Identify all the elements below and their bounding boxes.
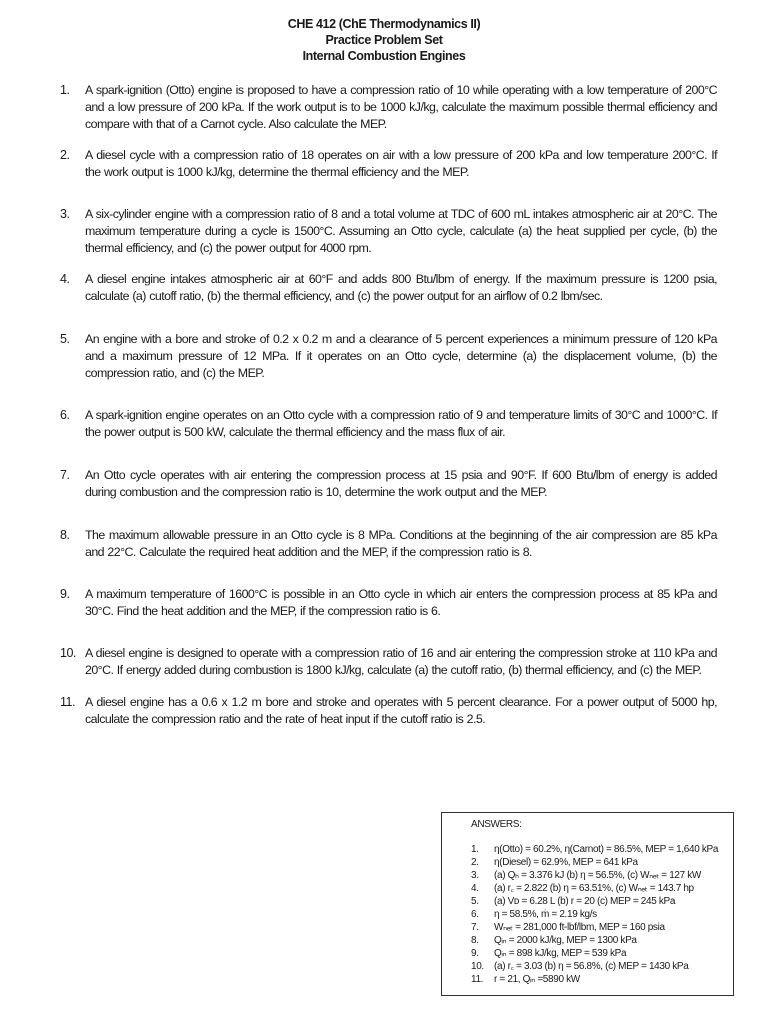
problem-text: A diesel engine has a 0.6 x 1.2 m bore and stroke and operates with 5 percent clearance. For a power output of 5000 hp, calculate the compression ratio and the rate of heat input if the cutoff ratio is 2.5. bbox=[85, 695, 717, 726]
problem-number: 9. bbox=[60, 587, 70, 601]
answer-text: (a) Qₕ = 3.376 kJ (b) η = 56.5%, (c) Wₙₑₜ = 127 kW bbox=[494, 870, 701, 881]
answer-number: 6. bbox=[471, 909, 479, 920]
answer-number: 1. bbox=[471, 844, 479, 855]
problem-text: A spark-ignition engine operates on an Otto cycle with a compression ratio of 9 and temperature limits of 30°C and 1000°C. If the power output is 500 kW, calculate the thermal efficiency and the mass flux of air. bbox=[85, 408, 717, 439]
answer-number: 4. bbox=[471, 883, 479, 894]
answer-number: 2. bbox=[471, 857, 479, 868]
answer-number: 10. bbox=[471, 961, 484, 972]
problem-text: A six-cylinder engine with a compression ratio of 8 and a total volume at TDC of 600 mL intakes atmospheric air at 20°C. The maximum temperature during a cycle is 1500°C. Assuming an Otto cycle, calculate (a) the heat supplied per cycle, (b) the thermal efficiency, and (c) the power output for 4000 rpm. bbox=[85, 207, 717, 255]
problem-number: 1. bbox=[60, 83, 70, 97]
problem-number: 2. bbox=[60, 148, 70, 162]
answer-text: η = 58.5%, ṁ = 2.19 kg/s bbox=[494, 909, 597, 920]
problem-number: 6. bbox=[60, 408, 70, 422]
problem-text: A diesel cycle with a compression ratio of 18 operates on air with a low pressure of 200 kPa and low temperature 200°C. If the work output is 1000 kJ/kg, determine the thermal efficiency and the MEP. bbox=[85, 148, 717, 179]
answer-text: Qᵢₙ = 898 kJ/kg, MEP = 539 kPa bbox=[494, 948, 627, 959]
answer-text: Qᵢₙ = 2000 kJ/kg, MEP = 1300 kPa bbox=[494, 935, 637, 946]
problem-number: 10. bbox=[60, 646, 76, 660]
answer-number: 9. bbox=[471, 948, 479, 959]
problem-number: 8. bbox=[60, 528, 70, 542]
answer-number: 8. bbox=[471, 935, 479, 946]
problem-text: An Otto cycle operates with air entering the compression process at 15 psia and 90°F. If 600 Btu/lbm of energy is added during combustion and the compression ratio is 10, determine the work output and the MEP. bbox=[85, 468, 717, 499]
answer-text: η(Otto) = 60.2%, η(Carnot) = 86.5%, MEP = 1,640 kPa bbox=[494, 844, 719, 855]
problem-number: 3. bbox=[60, 207, 70, 221]
answers-title: ANSWERS: bbox=[471, 819, 522, 830]
answers-box bbox=[441, 812, 734, 996]
problem-number: 11. bbox=[60, 695, 75, 709]
problem-text: A spark-ignition (Otto) engine is proposed to have a compression ratio of 10 while operating with a low temperature of 200°C and a low pressure of 200 kPa. If the work output is to be 1000 kJ/kg, calculate the maximum possible thermal efficiency and compare with that of a Carnot cycle. Also calculate the MEP. bbox=[85, 83, 717, 131]
answer-number: 3. bbox=[471, 870, 479, 881]
answer-text: (a) r꜀ = 2.822 (b) η = 63.51%, (c) Wₙₑₜ = 143.7 hp bbox=[494, 883, 694, 894]
answer-text: η(Diesel) = 62.9%, MEP = 641 kPa bbox=[494, 857, 638, 868]
answer-text: r = 21, Qᵢₙ =5890 kW bbox=[494, 974, 580, 985]
answer-number: 5. bbox=[471, 896, 479, 907]
answer-text: (a) Vᴅ = 6.28 L (b) r = 20 (c) MEP = 245 kPa bbox=[494, 896, 676, 907]
set-title: Practice Problem Set bbox=[325, 33, 443, 47]
problem-number: 7. bbox=[60, 468, 70, 482]
topic-title: Internal Combustion Engines bbox=[302, 49, 466, 63]
answer-number: 11. bbox=[471, 974, 484, 985]
problem-text: The maximum allowable pressure in an Otto cycle is 8 MPa. Conditions at the beginning of the air compression are 85 kPa and 22°C. Calculate the required heat addition and the MEP, if the compression ratio is 8. bbox=[85, 528, 717, 559]
course-title: CHE 412 (ChE Thermodynamics II) bbox=[287, 17, 481, 31]
problem-text: A diesel engine is designed to operate with a compression ratio of 16 and air entering the compression stroke at 110 kPa and 20°C. If energy added during combustion is 1800 kJ/kg, calculate (a) the cutoff ratio, (b) thermal efficiency, and (c) the MEP. bbox=[85, 646, 717, 677]
answer-text: Wₙₑₜ = 281,000 ft-lbf/lbm, MEP = 160 psia bbox=[494, 922, 665, 933]
problem-number: 4. bbox=[60, 272, 70, 286]
problem-number: 5. bbox=[60, 332, 70, 346]
answer-number: 7. bbox=[471, 922, 479, 933]
problem-text: A maximum temperature of 1600°C is possible in an Otto cycle in which air enters the compression process at 85 kPa and 30°C. Find the heat addition and the MEP, if the compression ratio is 6. bbox=[85, 587, 717, 618]
answer-text: (a) r꜀ = 3.03 (b) η = 56.8%, (c) MEP = 1430 kPa bbox=[494, 961, 689, 972]
document-header bbox=[0, 16, 768, 64]
problem-text: An engine with a bore and stroke of 0.2 x 0.2 m and a clearance of 5 percent experiences a minimum pressure of 120 kPa and a maximum pressure of 12 MPa. If it operates on an Otto cycle, determine (a) the displacement volume, (b) the compression ratio, and (c) the MEP. bbox=[85, 332, 717, 380]
problem-text: A diesel engine intakes atmospheric air at 60°F and adds 800 Btu/lbm of energy. If the maximum pressure is 1200 psia, calculate (a) cutoff ratio, (b) the thermal efficiency, and (c) the power output for an airflow of 0.2 lbm/sec. bbox=[85, 272, 717, 303]
